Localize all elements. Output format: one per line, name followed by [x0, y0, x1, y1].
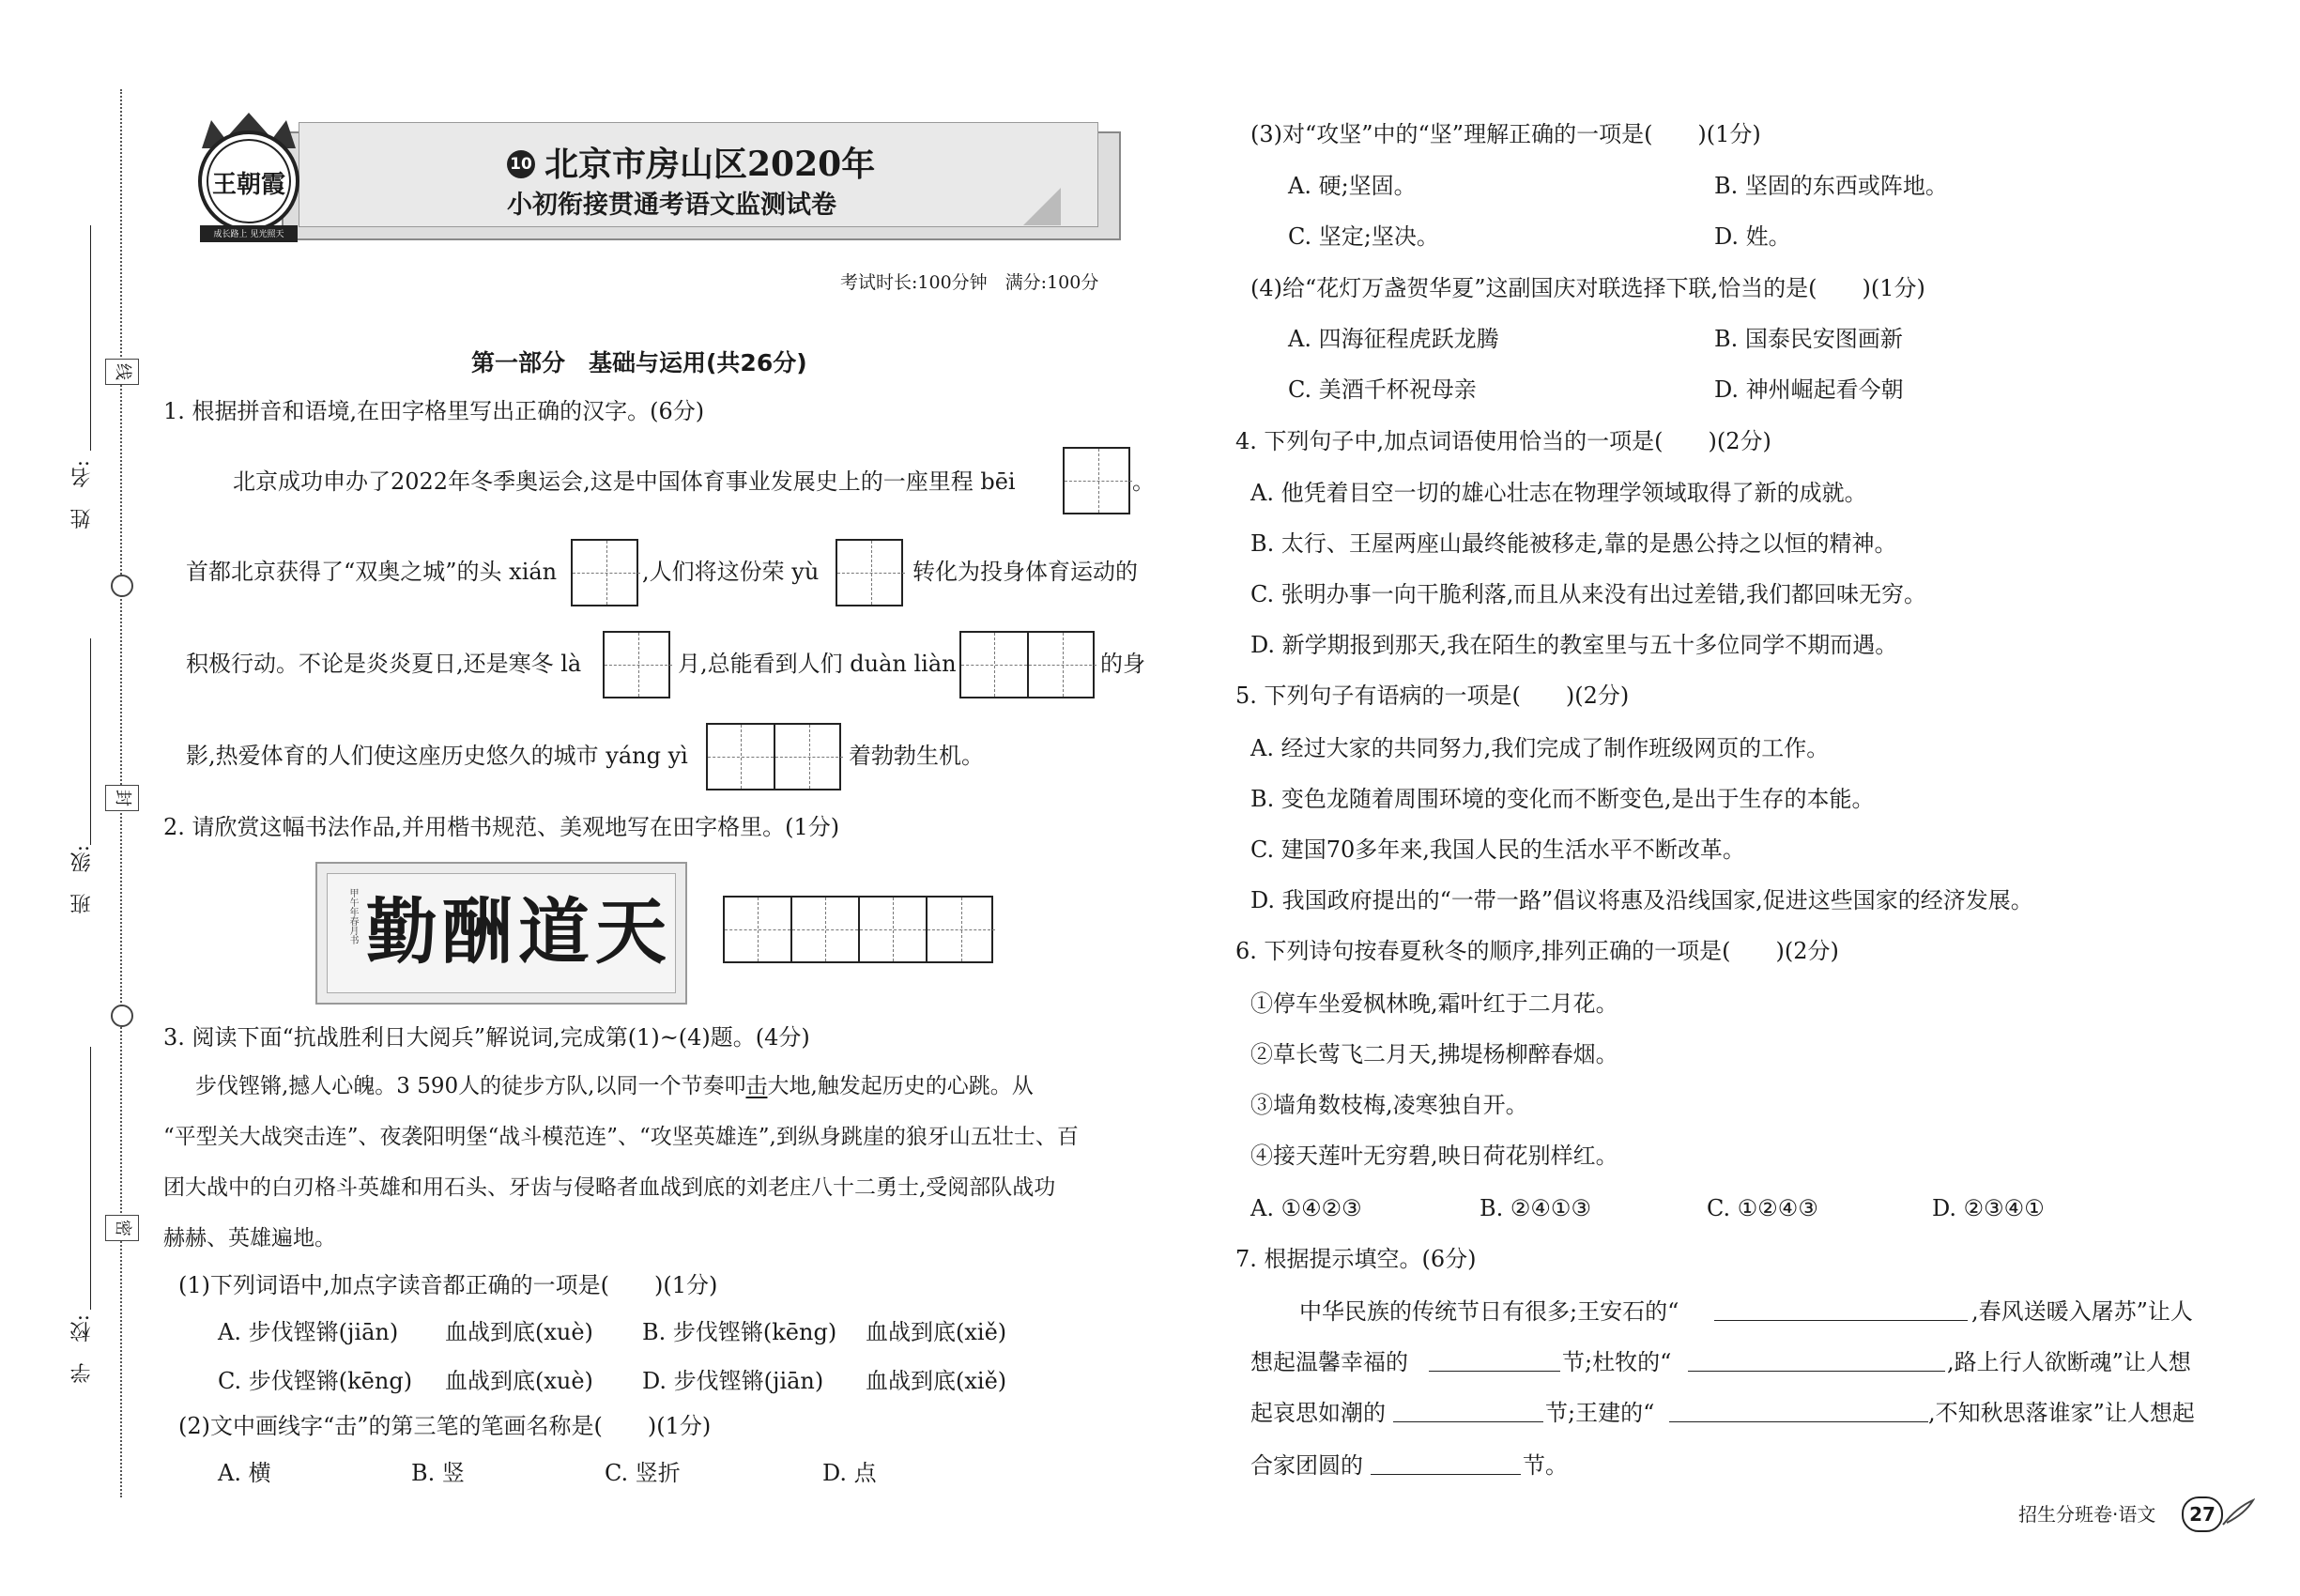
q6-poem-3: ③墙角数枝梅,凌寒独自开。: [1250, 1092, 1528, 1118]
q4-option-d[interactable]: D. 新学期报到那天,我在陌生的教室里与五十多位同学不期而遇。: [1250, 632, 1898, 658]
part-heading: 第一部分 基础与运用(共26分): [471, 349, 807, 376]
underlined-char: 击: [745, 1074, 768, 1098]
exam-meta: 考试时长:100分钟 满分:100分: [840, 272, 1099, 293]
q5-option-b[interactable]: B. 变色龙随着周围环境的变化而不断变色,是出于生存的本能。: [1250, 786, 1875, 812]
q3-sub1-option-c2: 血战到底(xuè): [445, 1368, 593, 1394]
q7-blank-4[interactable]: [1393, 1421, 1543, 1422]
seal-mark-1: 线: [105, 359, 139, 385]
exam-number-badge: 10: [507, 150, 535, 178]
q7-blank-1[interactable]: [1714, 1320, 1968, 1321]
q3-sub2-option-a[interactable]: A. 横: [218, 1460, 271, 1486]
q1-line2b: ,人们将这份荣 yù: [642, 559, 820, 585]
brand-sub: 成长路上 见光照天: [213, 230, 284, 239]
q5-option-a[interactable]: A. 经过大家的共同努力,我们完成了制作班级网页的工作。: [1250, 735, 1830, 761]
q1-line2c: 转化为投身体育运动的: [912, 559, 1138, 585]
q3-sub4-option-b[interactable]: B. 国泰民安图画新: [1714, 326, 1903, 352]
q7-line4a: 合家团圆的: [1250, 1452, 1363, 1479]
q3-sub1-option-c[interactable]: C. 步伐铿锵(kēng): [218, 1368, 413, 1394]
q3-sub1-option-b[interactable]: B. 步伐铿锵(kēng): [642, 1319, 837, 1345]
q4-option-a[interactable]: A. 他凭着目空一切的雄心壮志在物理学领域取得了新的成就。: [1250, 480, 1867, 506]
calligraphy-char: 道: [518, 890, 590, 974]
q3-sub1-option-a2: 血战到底(xuè): [445, 1319, 593, 1345]
q6-poem-4: ④接天莲叶无穷碧,映日荷花别样红。: [1250, 1143, 1618, 1169]
q7-line2a: 想起温馨幸福的: [1250, 1349, 1408, 1375]
q3-sub1-option-b2: 血战到底(xiě): [866, 1319, 1007, 1345]
q6-stem: 6. 下列诗句按春夏秋冬的顺序,排列正确的一项是( )(2分): [1235, 938, 1839, 964]
q6-option-c[interactable]: C. ①②④③: [1707, 1195, 1818, 1221]
q7-line4b: 节。: [1523, 1452, 1568, 1479]
name-line[interactable]: [90, 225, 91, 451]
q1-tianzige-xian[interactable]: [571, 539, 638, 606]
q7-line3c: ,不知秋思落谁家”让人想起: [1928, 1400, 2195, 1426]
q5-option-c[interactable]: C. 建国70多年来,我国人民的生活水平不断改革。: [1250, 836, 1745, 863]
seal-mark-3: 密: [105, 1215, 139, 1241]
calligraphy-artwork: [315, 862, 687, 1005]
q3-sub1-option-a[interactable]: A. 步伐铿锵(jiān): [218, 1319, 399, 1345]
q2-stem: 2. 请欣赏这幅书法作品,并用楷书规范、美观地写在田字格里。(1分): [163, 814, 840, 840]
q1-tianzige-yangyi[interactable]: [706, 723, 841, 790]
q1-stem: 1. 根据拼音和语境,在田字格里写出正确的汉字。(6分): [163, 398, 705, 424]
q6-option-d[interactable]: D. ②③④①: [1932, 1195, 2045, 1221]
brand-logo: [192, 111, 305, 242]
q4-option-b[interactable]: B. 太行、王屋两座山最终能被移走,靠的是愚公持之以恒的精神。: [1250, 530, 1897, 557]
q3-sub3-stem: (3)对“攻坚”中的“坚”理解正确的一项是( )(1分): [1250, 121, 1761, 147]
q3-sub4-stem: (4)给“花灯万盏贺华夏”这副国庆对联选择下联,恰当的是( )(1分): [1250, 275, 1925, 301]
q7-stem: 7. 根据提示填空。(6分): [1235, 1246, 1477, 1272]
q1-tianzige-duanlian[interactable]: [959, 631, 1095, 698]
q7-line2c: ,路上行人欲断魂”让人想: [1947, 1349, 2191, 1375]
q3-passage-3: 团大战中的白刃格斗英雄和用石头、牙齿与侵略者血战到底的刘老庄八十二勇士,受阅部队战功: [163, 1175, 1056, 1200]
q2-tianzige[interactable]: [723, 896, 993, 963]
q3-sub2-stem: (2)文中画线字“击”的第三笔的笔画名称是( )(1分): [178, 1413, 712, 1439]
page-number: 27: [2182, 1496, 2223, 1532]
school-label: 学 校:: [70, 1314, 94, 1384]
school-line[interactable]: [90, 1047, 91, 1310]
q5-stem: 5. 下列句子有语病的一项是( )(2分): [1235, 683, 1630, 709]
exam-title-line2: 小初衔接贯通考语文监测试卷: [507, 191, 836, 220]
q3-sub4-option-a[interactable]: A. 四海征程虎跃龙腾: [1288, 326, 1499, 352]
class-line[interactable]: [90, 638, 91, 845]
q7-blank-2[interactable]: [1429, 1371, 1560, 1372]
q3-sub1-option-d[interactable]: D. 步伐铿锵(jiān): [642, 1368, 824, 1394]
seal-mark-2: 封: [105, 785, 139, 811]
q1-line3a: 积极行动。不论是炎炎夏日,还是寒冬 là: [186, 651, 582, 677]
calligraphy-signature: 甲午年春月书: [347, 888, 358, 944]
q7-blank-6[interactable]: [1371, 1474, 1521, 1475]
binding-hole-icon: [111, 575, 133, 597]
name-label: 姓 名:: [70, 460, 94, 529]
q1-line4b: 着勃勃生机。: [849, 743, 984, 769]
q6-option-a[interactable]: A. ①④②③: [1250, 1195, 1362, 1221]
q1-tianzige-la[interactable]: [603, 631, 670, 698]
q7-line3b: 节;王建的“: [1545, 1400, 1655, 1426]
q3-sub1-option-d2: 血战到底(xiě): [866, 1368, 1007, 1394]
calligraphy-char: 勤: [366, 890, 437, 974]
footer-label: 招生分班卷·语文: [2018, 1503, 2156, 1526]
q4-stem: 4. 下列句子中,加点词语使用恰当的一项是( )(2分): [1235, 428, 1771, 454]
q3-sub3-option-d[interactable]: D. 姓。: [1714, 223, 1791, 250]
exam-title-line1: 北京市房山区2020年: [544, 145, 876, 184]
binding-hole-icon: [111, 1005, 133, 1027]
q1-tianzige-bei[interactable]: [1063, 447, 1130, 514]
class-label: 班 级:: [70, 845, 94, 914]
q1-line4a: 影,热爱体育的人们使这座历史悠久的城市 yáng yì: [186, 743, 688, 769]
q7-line3a: 起哀思如潮的: [1250, 1400, 1386, 1426]
q1-line2a: 首都北京获得了“双奥之城”的头 xián: [186, 559, 558, 585]
q3-passage-4: 赫赫、英雄遍地。: [163, 1226, 336, 1251]
q1-line3c: 的身: [1100, 651, 1145, 677]
q3-passage-2: “平型关大战突击连”、夜袭阳明堡“战斗模范连”、“攻坚英雄连”,到纵身跳崖的狼牙山五壮士、百: [163, 1125, 1079, 1149]
q3-sub2-option-c[interactable]: C. 竖折: [605, 1460, 681, 1486]
feather-icon: [2221, 1498, 2255, 1530]
q6-poem-1: ①停车坐爱枫林晚,霜叶红于二月花。: [1250, 990, 1618, 1017]
q7-line1b: ,春风送暖入屠苏”让人: [1971, 1298, 2193, 1325]
q3-sub1-stem: (1)下列词语中,加点字读音都正确的一项是( )(1分): [178, 1272, 718, 1298]
triangle-ruler-icon: [1023, 188, 1061, 225]
q6-poem-2: ②草长莺飞二月天,拂堤杨柳醉春烟。: [1250, 1041, 1618, 1067]
q1-line3b: 月,总能看到人们 duàn liàn: [678, 651, 957, 677]
q3-sub4-option-d[interactable]: D. 神州崛起看今朝: [1714, 376, 1904, 403]
q3-sub3-option-b[interactable]: B. 坚固的东西或阵地。: [1714, 173, 1948, 199]
q5-option-d[interactable]: D. 我国政府提出的“一带一路”倡议将惠及沿线国家,促进这些国家的经济发展。: [1250, 887, 2033, 913]
q4-option-c[interactable]: C. 张明办事一向干脆利落,而且从来没有出过差错,我们都回味无穷。: [1250, 581, 1927, 607]
q7-blank-5[interactable]: [1669, 1421, 1928, 1422]
q3-stem: 3. 阅读下面“抗战胜利日大阅兵”解说词,完成第(1)~(4)题。(4分): [163, 1024, 810, 1051]
calligraphy-char: 天: [595, 890, 667, 974]
q3-sub3-option-a[interactable]: A. 硬;坚固。: [1288, 173, 1417, 199]
q6-option-b[interactable]: B. ②④①③: [1480, 1195, 1591, 1221]
q7-line1a: 中华民族的传统节日有很多;王安石的“: [1299, 1298, 1679, 1325]
q1-line1-end: 。: [1132, 468, 1155, 495]
q7-blank-3[interactable]: [1688, 1371, 1945, 1372]
q3-sub2-option-d[interactable]: D. 点: [822, 1460, 877, 1486]
q3-sub2-option-b[interactable]: B. 竖: [411, 1460, 465, 1486]
q3-sub4-option-c[interactable]: C. 美酒千杯祝母亲: [1288, 376, 1477, 403]
q1-line1: 北京成功申办了2022年冬季奥运会,这是中国体育事业发展史上的一座里程 bēi: [233, 468, 1016, 495]
q3-passage-1: 步伐铿锵,撼人心魄。3 590人的徒步方队,以同一个节奏叩击大地,触发起历史的心跳。从: [195, 1074, 1034, 1098]
q3-sub3-option-c[interactable]: C. 坚定;坚决。: [1288, 223, 1439, 250]
brand-name: 王朝霞: [211, 171, 285, 199]
q7-line2b: 节;杜牧的“: [1562, 1349, 1672, 1375]
q1-tianzige-yu[interactable]: [836, 539, 903, 606]
calligraphy-char: 酬: [441, 890, 513, 974]
